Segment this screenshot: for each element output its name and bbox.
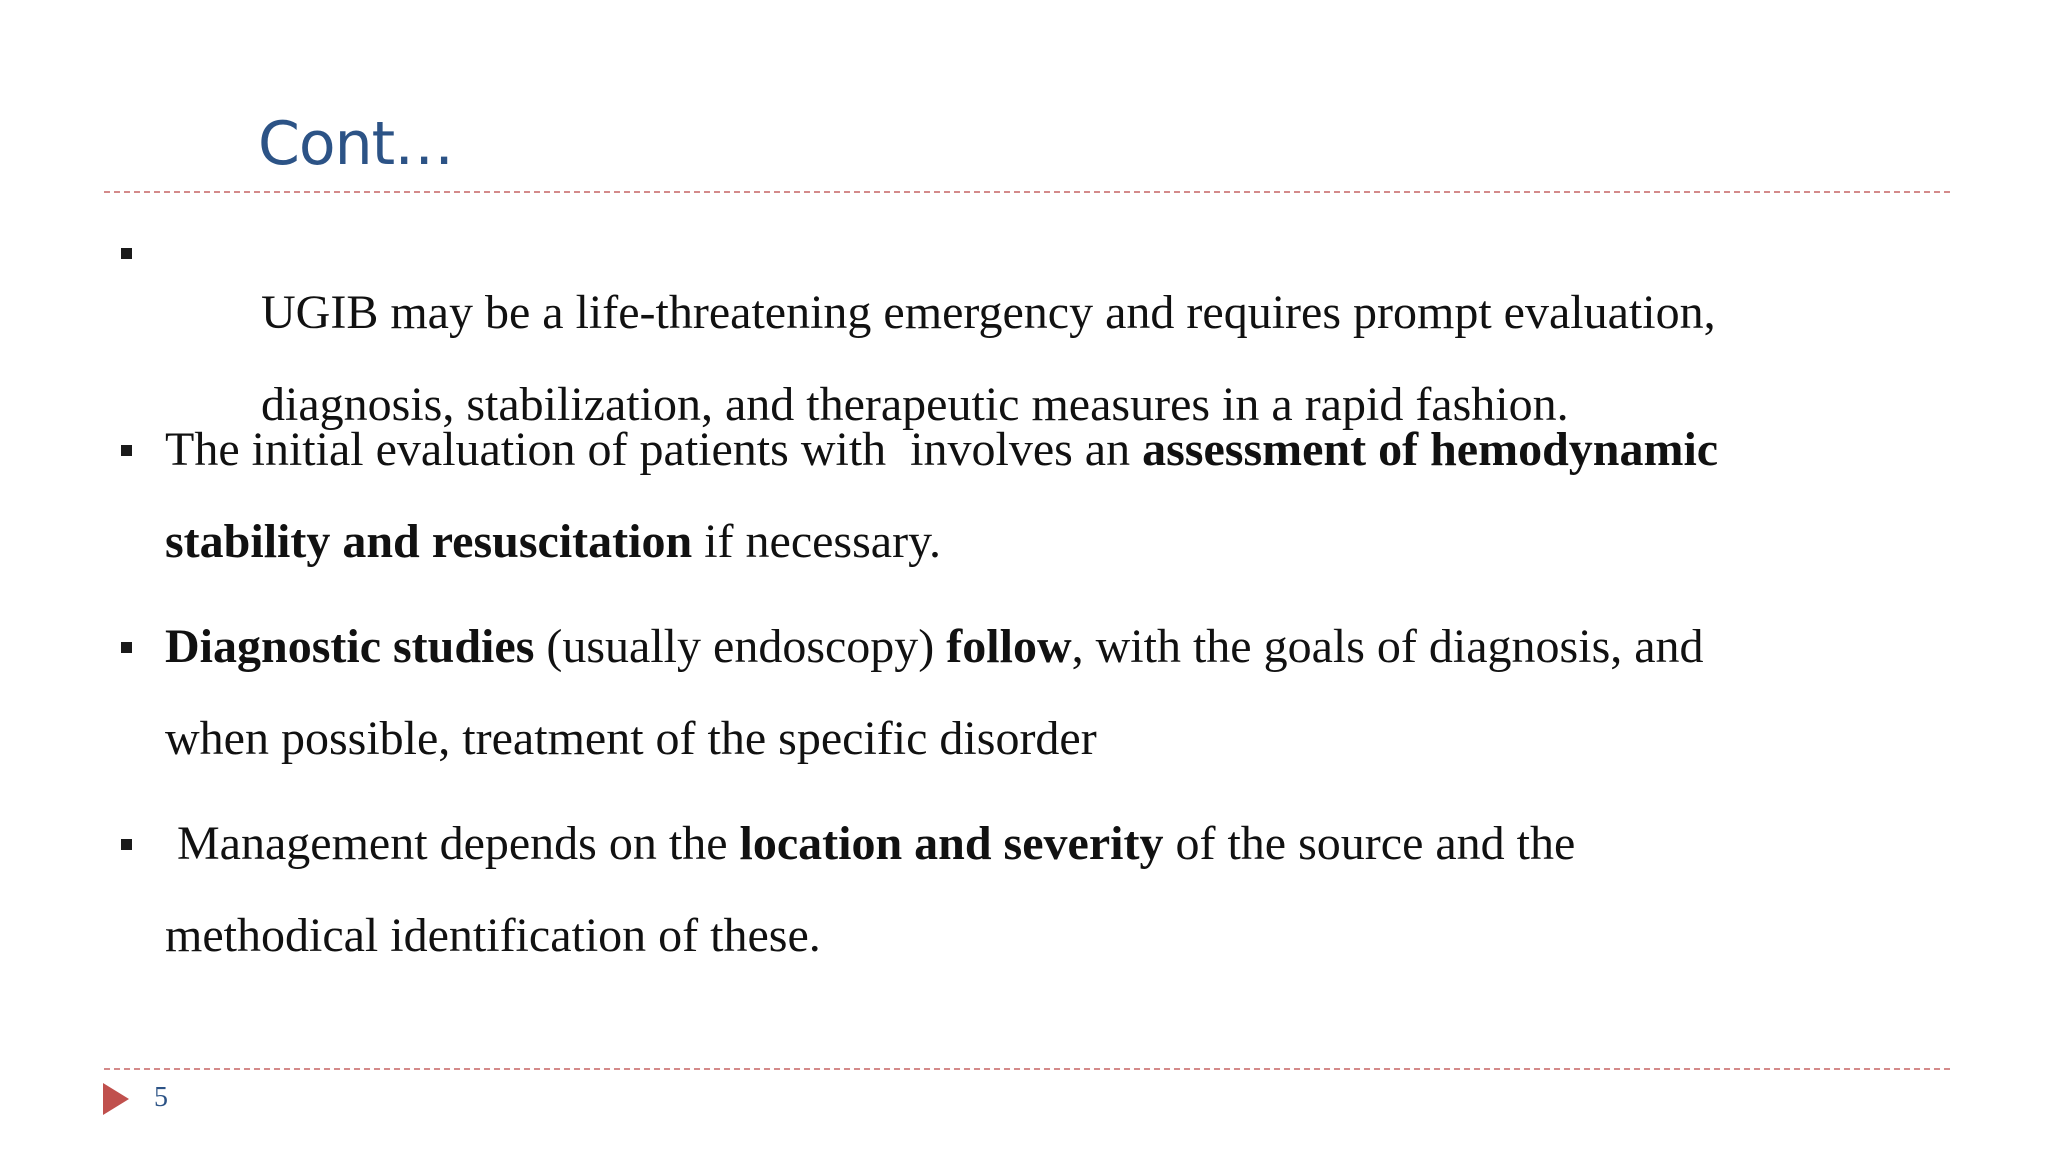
square-bullet-icon: [121, 642, 132, 653]
bullet-line: [165, 709, 1097, 769]
bullet-line: [165, 906, 821, 966]
bullet-text: if necessary.: [692, 515, 941, 568]
square-bullet-icon: [121, 445, 132, 456]
bullet-text: (usually endoscopy): [534, 620, 947, 673]
bullet-line: [165, 512, 941, 572]
square-bullet-icon: [121, 248, 132, 259]
bullet-text: when possible, treatment of the specific disorder: [165, 712, 1097, 765]
play-triangle-icon: [103, 1083, 129, 1115]
bullet-text: methodical identification of these.: [165, 909, 821, 962]
bullet-bold-text: follow: [946, 620, 1072, 673]
bullet-text: of the source and the: [1163, 817, 1576, 870]
slide-title: Cont…: [258, 109, 454, 179]
bullet-text: Management depends on the: [165, 817, 740, 870]
bullet-bold-text: assessment of hemodynamic: [1142, 423, 1719, 476]
bullet-text: The initial evaluation of patients with involves an: [165, 423, 1143, 476]
bullet-text: , with the goals of diagnosis, and: [1071, 620, 1704, 673]
bullet-text: UGIB may be a life-threatening emergency and requires prompt evaluation,: [261, 286, 1716, 339]
bullet-line: [165, 617, 1704, 677]
bullet-bold-text: location and severity: [739, 817, 1164, 870]
bullet-text: diagnosis, stabilization, and therapeutic measures in a rapid fashion.: [261, 378, 1569, 431]
bullet-line: [165, 814, 1575, 874]
square-bullet-icon: [121, 839, 132, 850]
bullet-line: [165, 420, 1718, 480]
bullet-bold-text: Diagnostic studies: [165, 620, 535, 673]
bullet-bold-text: stability and resuscitation: [165, 515, 693, 568]
page-number: 5: [154, 1082, 168, 1113]
footer-divider: [104, 1068, 1950, 1070]
